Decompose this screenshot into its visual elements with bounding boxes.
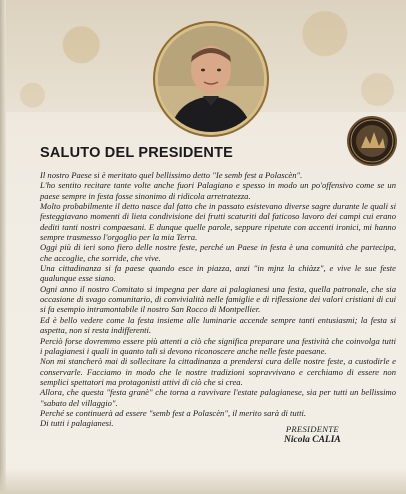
- portrait-icon: [158, 26, 264, 132]
- paragraph: Perciò forse dovremmo essere più attenti a ciò che significa preparare una festività che coinvolga tutti i palagianesi i quali in quanto tali si devono riconoscere anche nelle feste paesane.: [40, 335, 396, 356]
- paragraph: Di tutti i palagianesi.: [40, 418, 114, 429]
- page-title: SALUTO DEL PRESIDENTE: [40, 145, 233, 161]
- paragraph: Perché se continuerà ad essere "semb fest a Polascèn", il merito sarà di tutti.: [40, 407, 307, 418]
- seal-icon: [349, 118, 395, 164]
- paragraph: Allora, che questa "festa granè" che torna a ravvivare l'estate palagianese, sia per tutti un bellissimo "sabato del villaggio".: [40, 387, 396, 408]
- page-edge: [0, 0, 6, 494]
- signature-name: Nicola CALIA: [284, 435, 341, 445]
- festival-seal: [349, 118, 395, 164]
- signature-role: PRESIDENTE: [285, 424, 339, 434]
- paragraph: Molto probabilmente il detto nasce dal fatto che in passato esistevano diverse sagre durante le quali si festeggiavano momenti di lieta condivisione dei frutti scaturiti dal faticoso lavoro dei campi cui erano dediti tanti nostri compaesani. E dunque quelle parole, seppure ripetute con accenti ironici, mi hanno sempre trasmesso l'orgoglio per la mia Terra.: [40, 201, 396, 243]
- letter-body: [40, 170, 396, 429]
- paragraph: L'ho sentito recitare tante volte anche fuori Palagiano e spesso in modo un po'offensivo come se un paese sempre in festa fosse sinonimo di ridicola arretratezza.: [40, 180, 396, 201]
- paragraph: Oggi più di ieri sono fiero delle nostre feste, perché un Paese in festa è una comunità che partecipa, che accoglie, che sorride, che vive.: [40, 242, 396, 263]
- paragraph: Una cittadinanza si fa paese quando esce in piazza, anzi "in mjnz la chiàzz", e vive le sue feste qualunque esse siano.: [40, 263, 396, 284]
- paragraph: Ed è bello vedere come la festa insieme alle luminarie accende sempre tanti entusiasmi; la festa si aspetta, non si resta indifferenti.: [40, 314, 396, 336]
- paragraph: Ogni anno il nostro Comitato si impegna per dare ai palagianesi una festa, quella patronale, che sia occasione di svago comunitario, di convivialità nelle famiglie e di riflessione dei valori cristiani di cui si fa esempio intramontabile il nostro San Rocco di Montpellier.: [40, 283, 396, 315]
- paragraph: Non mi stancherò mai di sollecitare la cittadinanza a prendersi cura delle nostre feste, a custodirle e conservarle. Facciamo in modo che le nostre tradizioni sopravvivano e cerchiamo di essere non semplici spettatori ma protagonisti attivi di ciò che si crea.: [40, 356, 396, 387]
- decorative-footer-band: [0, 468, 406, 494]
- signature-block: [284, 424, 341, 445]
- paragraph: Il nostro Paese si è meritato quel bellissimo detto "Ie semb fest a Polascèn".: [40, 170, 303, 180]
- president-portrait: [158, 26, 264, 132]
